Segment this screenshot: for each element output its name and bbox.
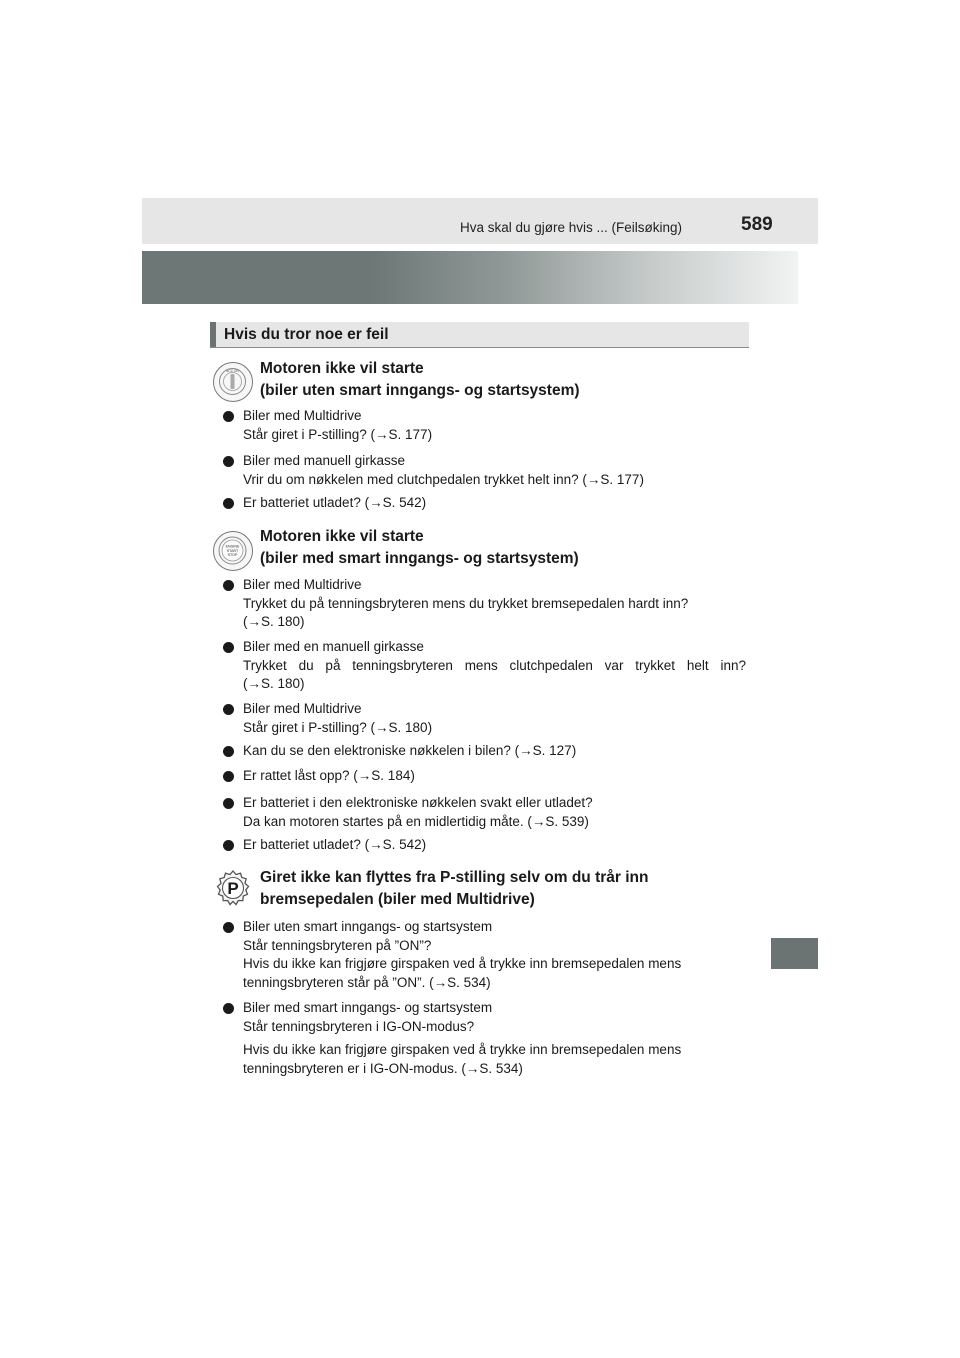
list-item: Biler med smart inngangs- og startsystem Står tenningsbryteren i IG-ON-modus? Hvis du ikke kan frigjøre girspaken ved å trykke inn bremsepedalen mens tenningsbryteren er i IG-ON-modus. (→S. 534) <box>243 1000 682 1076</box>
svg-text:P: P <box>227 879 239 898</box>
section-title-bar <box>210 322 749 348</box>
icon-label-stop: STOP <box>227 553 238 558</box>
chapter-side-tab <box>771 938 818 969</box>
engine-start-stop-icon <box>213 531 253 571</box>
bullet <box>223 771 234 782</box>
svg-text:ACC ON: ACC ON <box>226 369 239 373</box>
icon-label-start: START <box>226 548 239 553</box>
list-item: Er batteriet utladet? (→S. 542) <box>243 495 427 510</box>
bullet <box>223 922 234 933</box>
heading-shift-lock: Giret ikke kan flyttes fra P-stilling selv om du trår inn bremsepedalen (biler med Multidrive) <box>260 869 649 908</box>
bullet <box>223 746 234 757</box>
list-item: Er rattet låst opp? (→S. 184) <box>243 768 415 783</box>
list-item: Biler med manuell girkasse Vrir du om nøkkelen med clutchpedalen trykket helt inn? (→S. 177) <box>243 453 644 487</box>
list-item: Biler med en manuell girkasse Trykket du på tenningsbryteren mens clutchpedalen var trykket helt inn? (→S. 180) <box>243 639 746 691</box>
bullet <box>223 1003 234 1014</box>
page-number: 589 <box>741 214 773 235</box>
icon-label-engine: ENGINE <box>225 544 240 549</box>
bullet <box>223 580 234 591</box>
bullet <box>223 840 234 851</box>
heading-engine-no-start-key: Motoren ikke vil starte (biler uten smart inngangs- og startsystem) <box>260 360 580 399</box>
list-item: Er batteriet i den elektroniske nøkkelen svakt eller utladet? Da kan motoren startes på en midlertidig måte. (→S. 539) <box>243 795 593 829</box>
header-title: Hva skal du gjøre hvis ... (Feilsøking) <box>460 220 683 235</box>
bullet <box>223 798 234 809</box>
heading-engine-no-start-smart: Motoren ikke vil starte (biler med smart inngangs- og startsystem) <box>260 528 579 567</box>
bullet <box>223 642 234 653</box>
chapter-band <box>142 251 798 304</box>
list-item: Biler med Multidrive Står giret i P-stilling? (→S. 177) <box>243 408 433 442</box>
list-item: Biler med Multidrive Står giret i P-stilling? (→S. 180) <box>243 701 433 735</box>
ignition-key-icon <box>213 362 253 402</box>
shift-lock-p-icon <box>212 868 254 910</box>
bullet <box>223 456 234 467</box>
list-item: Er batteriet utladet? (→S. 542) <box>243 837 427 852</box>
list-item: Biler uten smart inngangs- og startsystem Står tenningsbryteren på ”ON”? Hvis du ikke kan frigjøre girspaken ved å trykke inn bremsepedalen mens tenningsbryteren står på ”ON”. (→S. 534) <box>243 919 682 990</box>
list-item: Kan du se den elektroniske nøkkelen i bilen? (→S. 127) <box>243 743 577 758</box>
bullet <box>223 704 234 715</box>
section-title: Hvis du tror noe er feil <box>224 326 389 343</box>
list-item: Biler med Multidrive Trykket du på tenningsbryteren mens du trykket bremsepedalen hardt inn? (→S. 180) <box>243 577 689 629</box>
bullet <box>223 411 234 422</box>
bullet <box>223 498 234 509</box>
